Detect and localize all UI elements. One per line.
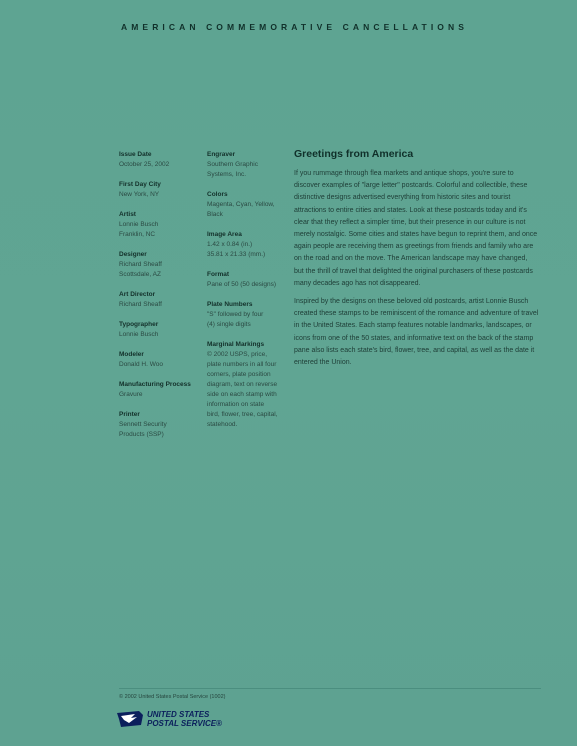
spec-field [207,300,287,330]
spec-value: Lonnie Busch Franklin, NC [119,221,159,238]
spec-field [207,230,287,260]
spec-value: Magenta, Cyan, Yellow, Black [207,201,275,218]
eagle-icon [117,711,143,727]
article [294,148,539,375]
spec-field [119,320,201,340]
spec-label: Artist [119,211,136,218]
article-paragraph-1: If you rummage through flea markets and antique shops, you're sure to discover examples of "large letter" postcards. Colorful and collectible, these distinctive designs advertised everything from historic sites and tourist attractions to entire cities and states. Look at these postcards today and it's clear that they reflect a simpler time, but their presence in our culture is not merely nostalgic. Some cities and states have begun to reprint them, and once again people are receiving them as greetings from friends and family who are on the road and on the move. The American landscape may have changed, but the thrill of travel that delighted the original purchasers of these postcards many decades ago has not disappeared. [294,170,538,287]
spec-label: Modeler [119,351,144,358]
spec-field [119,350,201,370]
spec-label: Manufacturing Process [119,381,191,388]
spec-label: Issue Date [119,151,152,158]
spec-field [119,250,201,280]
spec-value: Gravure [119,391,143,398]
spec-field [207,270,287,290]
logo-line-2: POSTAL SERVICE® [147,719,222,728]
spec-label: First Day City [119,181,161,188]
spec-field [207,150,287,180]
article-title: Greetings from America [294,148,414,160]
spec-label: Plate Numbers [207,301,253,308]
usps-wordmark [147,710,222,728]
specs-left-column [119,150,201,450]
spec-value: Donald H. Woo [119,361,163,368]
spec-value: Sennett Security Products (SSP) [119,421,167,438]
spec-field [119,150,201,170]
spec-label: Typographer [119,321,159,328]
spec-value: New York, NY [119,191,160,198]
copyright-notice: © 2002 United States Postal Service (1002) [119,694,226,700]
logo-line-1: UNITED STATES [147,710,210,719]
spec-label: Colors [207,191,228,198]
spec-value: "S" followed by four (4) single digits [207,311,264,328]
usps-logo [117,710,222,728]
spec-label: Image Area [207,231,242,238]
spec-field [119,410,201,440]
spec-value: Richard Sheaff Scottsdale, AZ [119,261,162,278]
spec-field [119,210,201,240]
spec-label: Art Director [119,291,156,298]
spec-label: Designer [119,251,147,258]
spec-field [119,180,201,200]
spec-label: Format [207,271,230,278]
spec-value: October 25, 2002 [119,161,170,168]
specs-right-column [207,150,287,440]
spec-field [207,190,287,220]
footer-divider [119,688,541,689]
spec-field [119,290,201,310]
spec-label: Printer [119,411,140,418]
page-header: AMERICAN COMMEMORATIVE CANCELLATIONS [121,22,469,32]
spec-value: Southern Graphic Systems, Inc. [207,161,258,178]
spec-value: Richard Sheaff [119,301,162,308]
spec-label: Marginal Markings [207,341,265,348]
spec-value: Pane of 50 (50 designs) [207,281,277,288]
spec-value: Lonnie Busch [119,331,159,338]
spec-value: © 2002 USPS, price, plate numbers in all four corners, plate position diagram, text on reverse side on each stamp with information on state bird, flower, tree, capital, statehood. [207,351,278,428]
article-paragraph-2: Inspired by the designs on these beloved old postcards, artist Lonnie Busch created these stamps to be reminiscent of the romance and adventure of travel in the United States. Each stamp features notable landmarks, landscapes, or icons from one of the 50 states, and informative text on the back of the stamp pane also lists each state's bird, flower, tree, and capital, as well as the date it entered the Union. [294,298,539,367]
spec-field [119,380,201,400]
spec-value: 1.42 x 0.84 (in.) 35.81 x 21.33 (mm.) [207,241,266,258]
spec-label: Engraver [207,151,236,158]
spec-field [207,340,287,430]
